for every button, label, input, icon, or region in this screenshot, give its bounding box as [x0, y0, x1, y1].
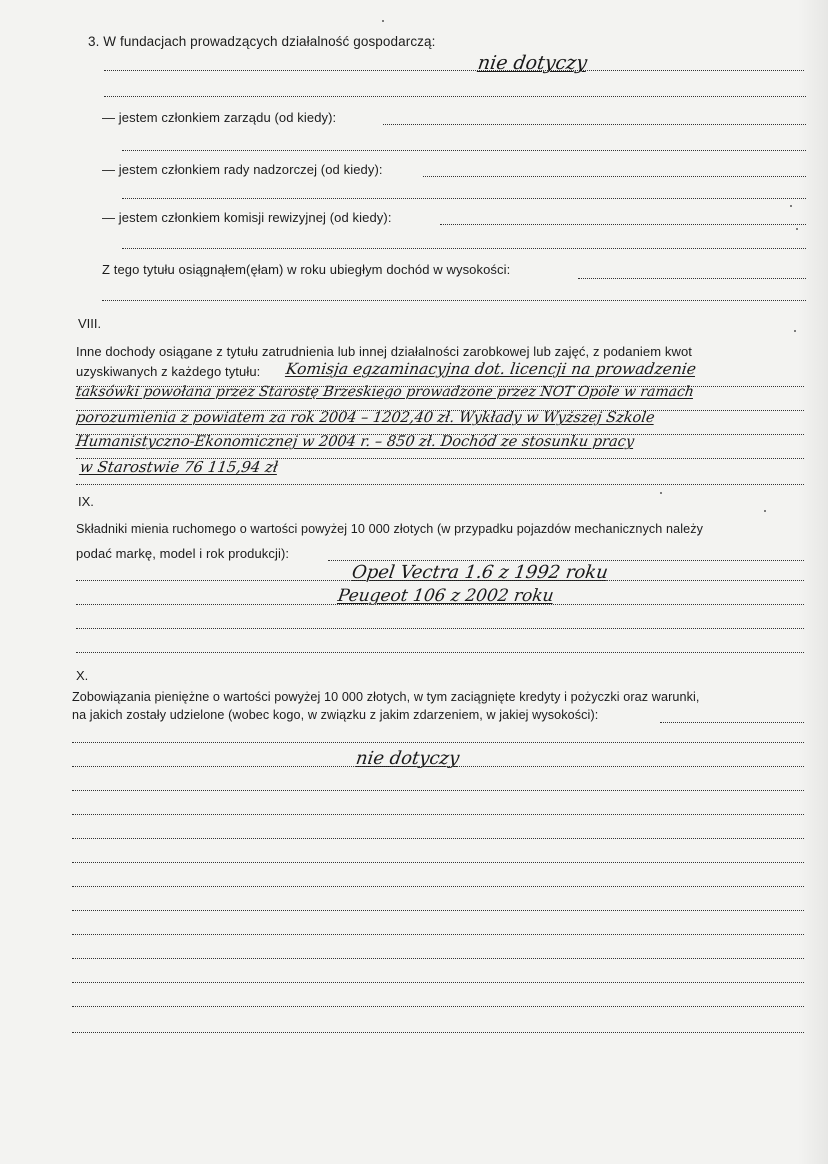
dotted-line	[578, 278, 806, 279]
scan-speck	[382, 20, 384, 22]
section8-handwritten-line2: taksówki powołana przez Starostę Brzeskiego prowadzone przez NOT Opole w ramach	[74, 384, 695, 400]
dotted-line	[423, 176, 806, 177]
section9-number: IX.	[78, 494, 94, 509]
section8-handwritten-line4: Humanistyczno-Ekonomicznej w 2004 r. – 850 zł. Dochód ze stosunku pracy	[74, 434, 636, 450]
scan-speck	[660, 492, 662, 494]
dotted-line	[72, 790, 804, 791]
dotted-line	[72, 766, 804, 767]
dotted-line	[122, 248, 806, 249]
section9-handwritten-line1: Opel Vectra 1.6 z 1992 roku	[350, 562, 610, 583]
section8-number: VIII.	[78, 316, 102, 331]
dotted-line	[72, 910, 804, 911]
dotted-line	[122, 150, 806, 151]
dotted-line	[76, 484, 804, 485]
section10-text-line2: na jakich zostały udzielone (wobec kogo, w związku z jakim zdarzeniem, w jakiej wysokości):	[72, 708, 599, 722]
section8-text-line1: Inne dochody osiągane z tytułu zatrudnienia lub innej działalności zarobkowej lub zajęć, z podaniem kwot	[76, 344, 692, 359]
dotted-line	[122, 198, 806, 199]
dotted-line	[76, 604, 804, 605]
dotted-line	[76, 580, 804, 581]
scan-speck	[790, 205, 792, 207]
dotted-line	[76, 652, 804, 653]
dotted-line	[72, 1006, 804, 1007]
section9-text-line1: Składniki mienia ruchomego o wartości powyżej 10 000 złotych (w przypadku pojazdów mechanicznych należy	[76, 522, 703, 536]
scan-edge-shadow	[798, 0, 828, 1164]
section8-text-line2: uzyskiwanych z każdego tytułu:	[76, 364, 261, 379]
dotted-line	[72, 1032, 804, 1033]
scan-speck	[764, 510, 766, 512]
dotted-line	[102, 300, 806, 301]
dotted-line	[72, 886, 804, 887]
section10-text-line1: Zobowiązania pieniężne o wartości powyżej 10 000 złotych, w tym zaciągnięte kredyty i pożyczki oraz warunki,	[72, 690, 700, 704]
audit-member-label: — jestem członkiem komisji rewizyjnej (od kiedy):	[102, 210, 392, 225]
section10-handwritten-answer: nie dotyczy	[354, 748, 461, 769]
dotted-line	[72, 814, 804, 815]
dotted-line	[72, 838, 804, 839]
section9-text-line2: podać markę, model i rok produkcji):	[76, 546, 290, 561]
section9-handwritten-line2: Peugeot 106 z 2002 roku	[336, 586, 555, 606]
scan-speck	[794, 330, 796, 332]
dotted-line	[72, 742, 804, 743]
dotted-line	[72, 958, 804, 959]
supervisory-member-label: — jestem członkiem rady nadzorczej (od kiedy):	[102, 162, 383, 177]
section8-handwritten-line1: Komisja egzaminacyjna dot. licencji na prowadzenie	[284, 360, 698, 378]
dotted-line	[76, 628, 804, 629]
section3-heading: 3. W fundacjach prowadzących działalność gospodarczą:	[88, 34, 436, 49]
section8-handwritten-line3: porozumienia z powiatem za rok 2004 – 1202,40 zł. Wykłady w Wyższej Szkole	[74, 410, 656, 426]
section8-handwritten-line5: w Starostwie 76 115,94 zł	[78, 458, 280, 476]
income-label: Z tego tytułu osiągnąłem(ęłam) w roku ubiegłym dochód w wysokości:	[102, 262, 511, 277]
board-member-label: — jestem członkiem zarządu (od kiedy):	[102, 110, 337, 125]
dotted-line	[72, 982, 804, 983]
section10-number: X.	[76, 668, 89, 683]
dotted-line	[104, 70, 804, 71]
dotted-line	[104, 96, 806, 97]
dotted-line	[440, 224, 806, 225]
dotted-line	[660, 722, 804, 723]
dotted-line	[383, 124, 806, 125]
dotted-line	[72, 862, 804, 863]
section3-handwritten-answer: nie dotyczy	[476, 52, 589, 74]
dotted-line	[72, 934, 804, 935]
dotted-line	[328, 560, 804, 561]
